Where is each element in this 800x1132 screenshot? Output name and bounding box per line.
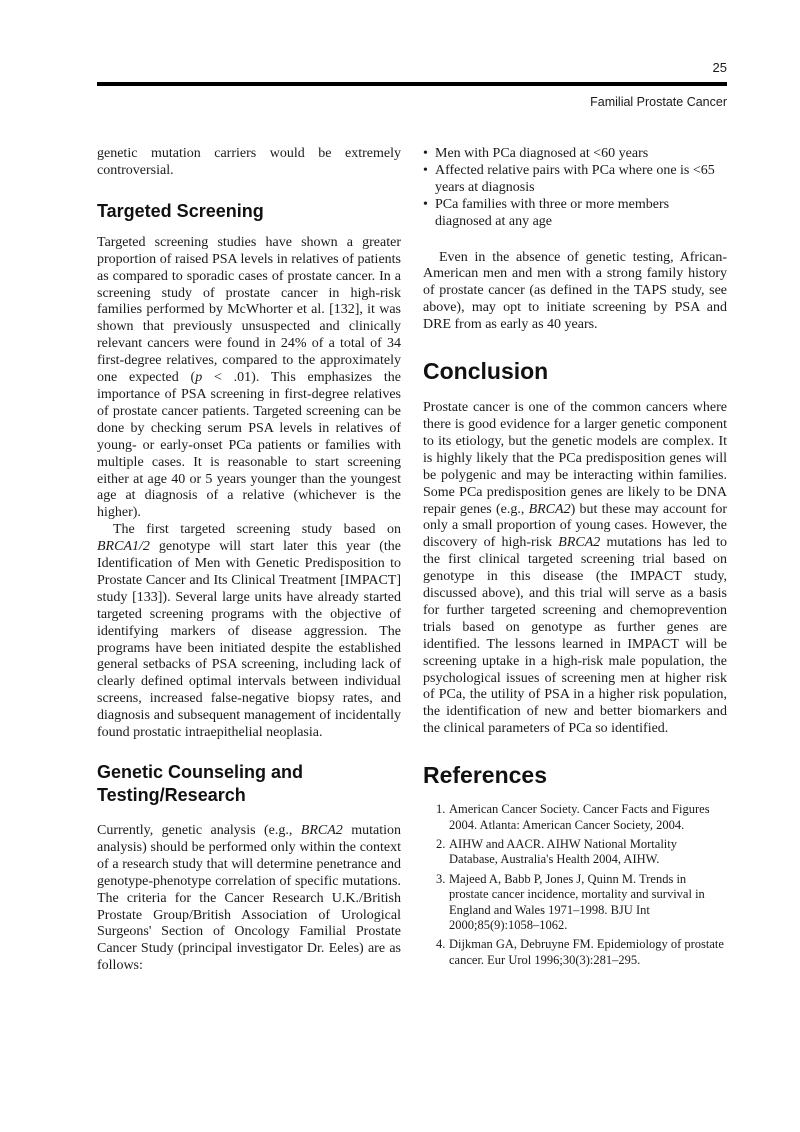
criteria-list: [423, 146, 727, 231]
heading-references: References: [423, 762, 548, 789]
left-column: [97, 146, 401, 975]
paragraph-conclusion: Prostate cancer is one of the common cancers where there is good evidence for a larger genetic component to its etiology, but the genetic models are complex. It is highly likely that the PCa predisposition genes will be polygenic and may be interacting within families. Some PCa predisposition genes are likely to be DNA repair genes (e.g., BRCA2) but these may account for only a small proportion of young cases. However, the discovery of high-risk BRCA2 mutations has led to the first clinical targeted screening trial based on genotype in this disease (the IMPACT study, discussed above), and this trial will serve as a basis for further targeted screening and chemoprevention trials based on genotype as further genes are identified. The lessons learned in IMPACT will be screening uptake in a high-risk male population, the psychological issues of screening men at higher risk of PCa, the utility of PSA in a higher risk population, the identification of new and better biomarkers and the clinical parameters of PCa so identified.: [423, 400, 727, 737]
heading-targeted-screening: Targeted Screening: [97, 200, 264, 221]
paragraph-intro: genetic mutation carriers would be extremely controversial.: [97, 146, 401, 178]
list-item: • Men with PCa diagnosed at <60 years: [423, 146, 727, 163]
paragraph-counseling: Currently, genetic analysis (e.g., BRCA2 mutation analysis) should be performed only within the context of a research study that will determine penetrance and genotype-phenotype correlation of specific mutations. The criteria for the Cancer Research U.K./British Prostate Group/British Association of Urological Surgeons' Section of Oncology Familial Prostate Cancer Study (principal investigator Dr. Eeles) are as follows:: [97, 823, 401, 974]
header-rule: [97, 82, 727, 86]
page-number: 25: [712, 60, 727, 75]
heading-genetic-counseling: Genetic Counseling and Testing/Research: [97, 762, 304, 805]
references-list: [423, 802, 727, 968]
list-item: • Affected relative pairs with PCa where one is <65 years at diagnosis: [423, 163, 727, 197]
running-title: Familial Prostate Cancer: [590, 95, 727, 109]
reference-item: 3. Majeed A, Babb P, Jones J, Quinn M. Trends in prostate cancer incidence, mortality and survival in England and Wales 1971–1998. BJU Int 2000;85(9):1058–1062.: [436, 871, 705, 933]
paragraph-targeted-1: Targeted screening studies have shown a greater proportion of raised PSA levels in relatives of patients as compared to sporadic cases of prostate cancer. In a screening study of prostate cancer in high-risk families performed by McWhorter et al. [132], it was shown that previously unsuspected and clinically relevant cancers were found in 24% of a total of 34 first-degree relatives, compared to the approximately one expected (p < .01). This emphasizes the importance of PSA screening in first-degree relatives of prostate cancer patients. Targeted screening can be done by checking serum PSA levels in relatives of young- or early-onset PCa patients or families with multiple cases. It is reasonable to start screening either at age 40 or 5 years younger than the youngest age at diagnosis of a relative (whichever is the higher).: [97, 234, 401, 521]
reference-item: 1. American Cancer Society. Cancer Facts and Figures 2004. Atlanta: American Cancer Society, 2004.: [436, 802, 710, 832]
right-column: [423, 146, 727, 972]
reference-item: 4. Dijkman GA, Debruyne FM. Epidemiology of prostate cancer. Eur Urol 1996;30(3):281–295.: [436, 937, 724, 967]
paragraph-targeted-2: The first targeted screening study based on BRCA1/2 genotype will start later this year (the Identification of Men with Genetic Predisposition to Prostate Cancer and Its Clinical Treatment [IMPACT] study [133]). Several large units have already started targeted screening programs with the objective of identifying markers of disease aggression. The programs have been initiated despite the established general setbacks of PSA screening, including lack of clearly defined optimal intervals between individual screens, increased false-negative biopsy rates, and diagnosis and subsequent management of incidentally found prostatic intraepithelial neoplasia.: [97, 522, 401, 741]
paragraph-absence-testing: Even in the absence of genetic testing, African-American men and men with a strong family history of prostate cancer (as defined in the TAPS study, see above), may opt to initiate screening by PSA and DRE from as early as 40 years.: [423, 249, 727, 333]
reference-item: 2. AIHW and AACR. AIHW National Mortality Database, Australia's Health 2004, AIHW.: [436, 837, 677, 867]
list-item: • PCa families with three or more members diagnosed at any age: [423, 197, 727, 231]
heading-conclusion: Conclusion: [423, 358, 549, 385]
